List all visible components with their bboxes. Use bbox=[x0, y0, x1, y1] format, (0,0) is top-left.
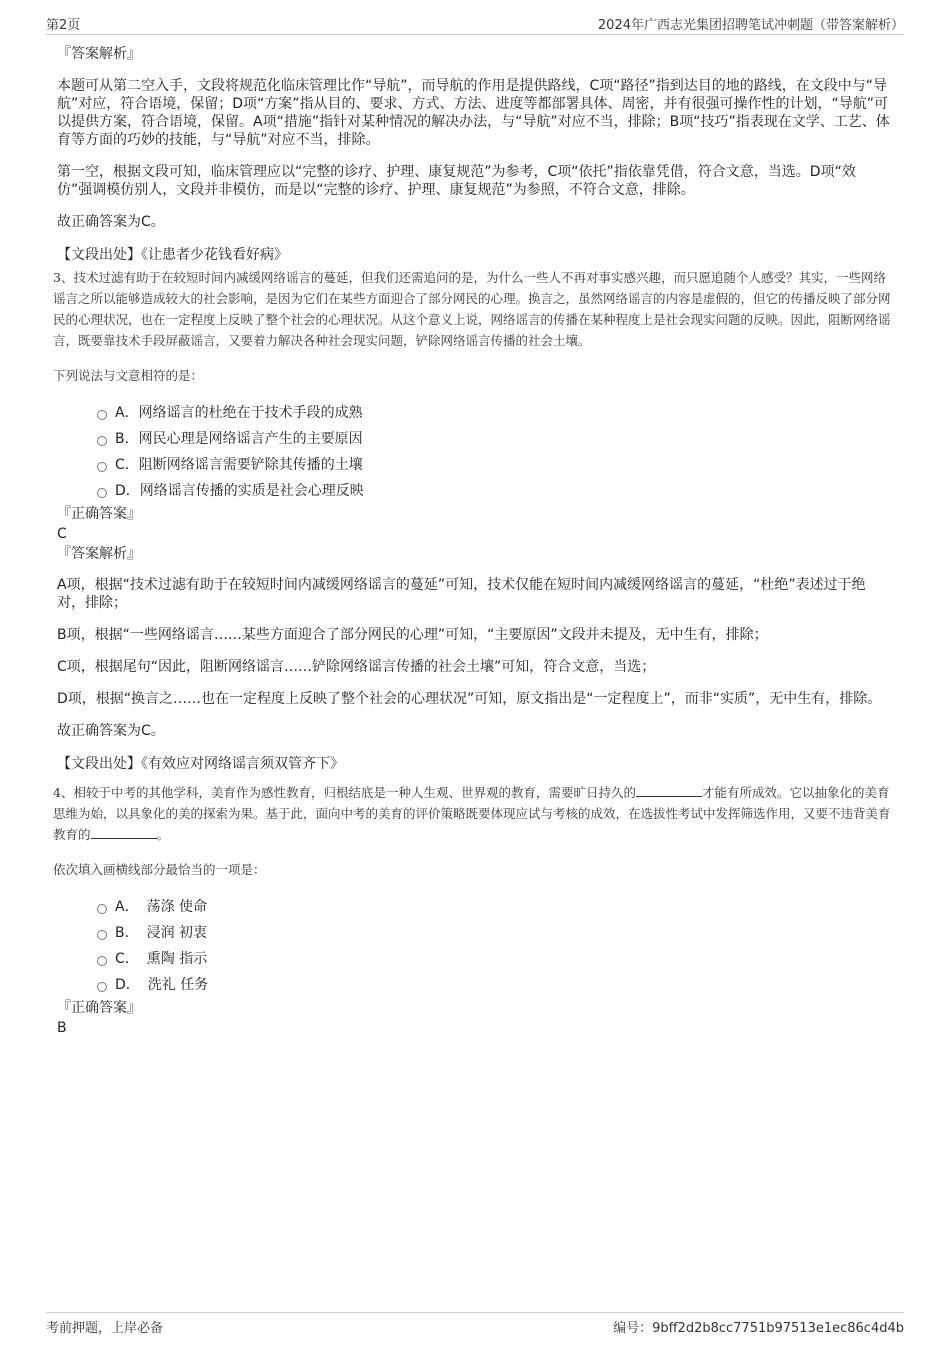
q2-analysis-paragraph-1: 本题可从第二空入手，文段将规范化临床管理比作“导航”，而导航的作用是提供路线，C项“路径”指到达目的地的路线，在文段中与“导航”对应，符合语境，保留；D项“方案”指从目的、要求、方式、方法、进度等都部署具体、周密，并有很强可操作性的计划，“导航”可以提供方案，符合语境，保留。A项“措施”指针对某种情况的解决办法，与“导航”对应不当，排除；B项“技巧”指表现在文学、工艺、体育等方面的巧妙的技能，与“导航”对应不当，排除。 bbox=[57, 78, 890, 148]
q3-analysis-c: C项，根据尾句“因此，阻断网络谣言……铲除网络谣言传播的社会土壤”可知，符合文意，当选； bbox=[57, 659, 656, 675]
radio-icon[interactable] bbox=[97, 436, 107, 446]
option-letter: A． bbox=[115, 405, 139, 421]
option-letter: C． bbox=[115, 951, 139, 967]
q4-option-b[interactable] bbox=[57, 920, 891, 946]
q2-analysis-label: 『答案解析』 bbox=[57, 46, 141, 62]
q3-conclusion: 故正确答案为C。 bbox=[57, 723, 165, 739]
q3-option-a[interactable] bbox=[57, 400, 891, 426]
q3-source: 【文段出处】《有效应对网络谣言须双管齐下》 bbox=[57, 756, 344, 772]
radio-icon[interactable] bbox=[97, 930, 107, 940]
page-header bbox=[46, 14, 904, 35]
q4-option-d[interactable] bbox=[57, 972, 891, 998]
radio-icon[interactable] bbox=[97, 410, 107, 420]
footer-slogan: 考前押题，上岸必备 bbox=[46, 1321, 164, 1336]
q3-analysis-d: D项，根据“换言之……也在一定程度上反映了整个社会的心理状况”可知，原文指出是“一定程度上”，而非“实质”，无中生有，排除。 bbox=[57, 691, 882, 707]
option-letter: A． bbox=[115, 899, 139, 915]
option-text: 洗礼 任务 bbox=[147, 977, 209, 993]
q3-analysis-a: A项，根据“技术过滤有助于在较短时间内减缓网络谣言的蔓延”可知，技术仅能在短时间内减缓网络谣言的蔓延，“杜绝”表述过于绝对，排除； bbox=[57, 577, 866, 611]
option-text: 网络谣言的杜绝在于技术手段的成熟 bbox=[138, 405, 363, 421]
q4-options bbox=[57, 894, 891, 998]
blank-line bbox=[91, 826, 157, 839]
document-title: 2024年广西志光集团招聘笔试冲刺题（带答案解析） bbox=[597, 18, 904, 33]
q3-question: 下列说法与文意相符的是： bbox=[53, 368, 204, 383]
q4-answer-label: 『正确答案』 bbox=[57, 1000, 141, 1016]
radio-icon[interactable] bbox=[97, 956, 107, 966]
q4-answer: B bbox=[57, 1020, 67, 1036]
q2-conclusion: 故正确答案为C。 bbox=[57, 214, 165, 230]
option-text: 网络谣言传播的实质是社会心理反映 bbox=[139, 483, 364, 499]
option-letter: D． bbox=[115, 483, 140, 499]
q4-option-c[interactable] bbox=[57, 946, 891, 972]
q4-passage-part-2: 才能有所成效。它以抽象化的美育思维为始，以具象化的美的探索为果。基于此，面向中考的美育的评价策略既要体现应试与考核的成效，在选拔性考试中发挥筛选作用，又要不违背美育教育的 bbox=[53, 785, 891, 842]
q3-analysis-b: B项，根据“一些网络谣言……某些方面迎合了部分网民的心理”可知，“主要原因”文段并未提及，无中生有，排除； bbox=[57, 627, 768, 643]
page-content bbox=[53, 44, 891, 1038]
q3-option-c[interactable] bbox=[57, 452, 891, 478]
q4-passage-part-3: 。 bbox=[156, 827, 170, 842]
radio-icon[interactable] bbox=[97, 462, 107, 472]
radio-icon[interactable] bbox=[97, 982, 107, 992]
option-letter: C． bbox=[115, 457, 139, 473]
radio-icon[interactable] bbox=[97, 488, 107, 498]
blank-line bbox=[636, 784, 702, 797]
document-id: 编号：9bff2d2b8cc7751b97513e1ec86c4d4b bbox=[613, 1321, 904, 1336]
q4-option-a[interactable] bbox=[57, 894, 891, 920]
option-letter: B． bbox=[115, 431, 139, 447]
q4-passage bbox=[53, 782, 891, 845]
q4-question: 依次填入画横线部分最恰当的一项是： bbox=[53, 862, 266, 877]
q3-answer: C bbox=[57, 526, 67, 542]
page-number: 第2页 bbox=[46, 18, 81, 33]
page-footer bbox=[46, 1312, 904, 1337]
q3-analysis-label: 『答案解析』 bbox=[57, 546, 141, 562]
option-text: 阻断网络谣言需要铲除其传播的土壤 bbox=[138, 457, 363, 473]
q3-options bbox=[57, 400, 891, 504]
q2-analysis-paragraph-2: 第一空，根据文段可知，临床管理应以“完整的诊疗、护理、康复规范”为参考，C项“依托”指依靠凭借，符合文意，当选。D项“效仿”强调模仿别人，文段并非模仿，而是以“完整的诊疗、护理、康复规范”为参照，不符合文意，排除。 bbox=[57, 164, 856, 198]
q2-source: 【文段出处】《让患者少花钱看好病》 bbox=[57, 247, 288, 263]
option-text: 熏陶 指示 bbox=[146, 951, 208, 967]
option-text: 网民心理是网络谣言产生的主要原因 bbox=[138, 431, 363, 447]
q3-option-d[interactable] bbox=[57, 478, 891, 504]
q3-option-b[interactable] bbox=[57, 426, 891, 452]
option-letter: B． bbox=[115, 925, 139, 941]
q4-passage-part-1: 4、相较于中考的其他学科，美育作为感性教育，归根结底是一种人生观、世界观的教育，需要旷日持久的 bbox=[53, 785, 636, 800]
option-text: 荡涤 使命 bbox=[146, 899, 208, 915]
q3-answer-label: 『正确答案』 bbox=[57, 506, 141, 522]
option-letter: D． bbox=[115, 977, 140, 993]
option-text: 浸润 初衷 bbox=[146, 925, 208, 941]
radio-icon[interactable] bbox=[97, 904, 107, 914]
q3-passage: 3、技术过滤有助于在较短时间内减缓网络谣言的蔓延，但我们还需追问的是，为什么一些人不再对事实感兴趣，而只愿追随个人感受？其实，一些网络谣言之所以能够造成较大的社会影响，是因为它们在某些方面迎合了部分网民的心理。换言之，虽然网络谣言的内容是虚假的，但它的传播反映了部分网民的心理状况，也在一定程度上反映了整个社会的心理状况。从这个意义上说，网络谣言的传播在某种程度上是社会现实问题的反映。因此，阻断网络谣言，既要靠技术手段屏蔽谣言，又要着力解决各种社会现实问题，铲除网络谣言传播的社会土壤。 bbox=[53, 270, 891, 348]
